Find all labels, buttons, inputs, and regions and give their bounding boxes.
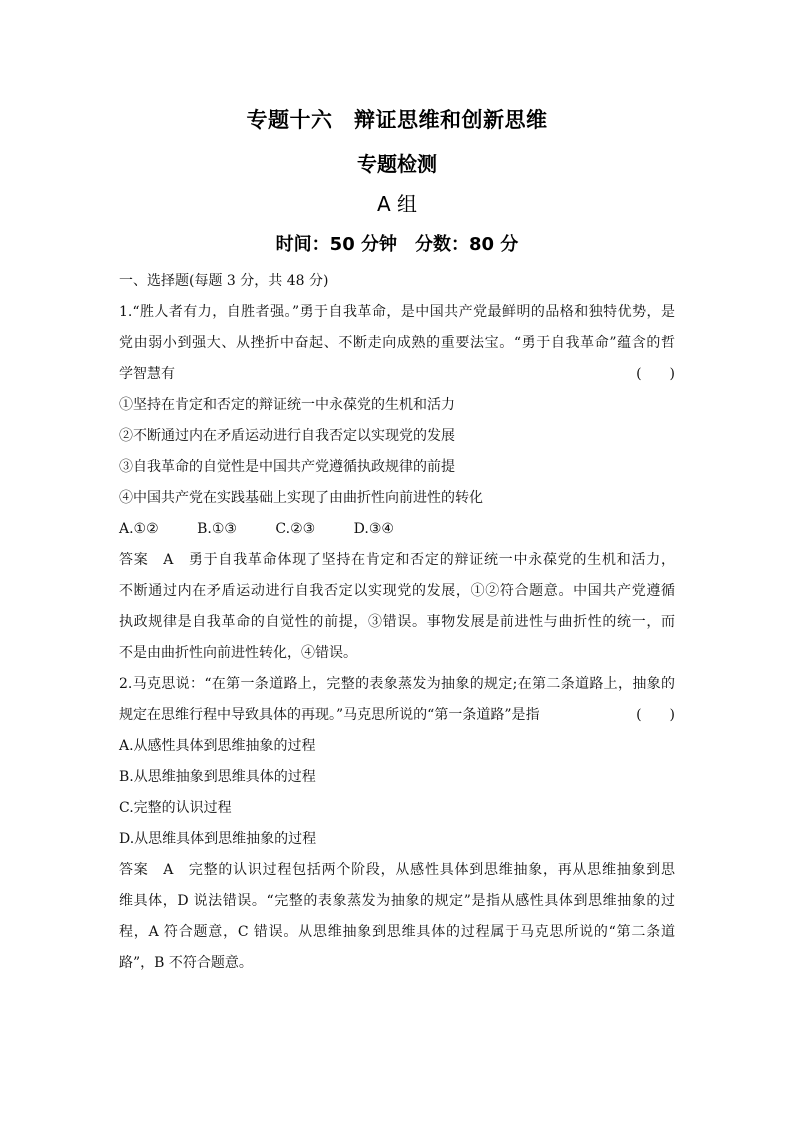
time-score: 时间：50 分钟 分数：80 分 — [275, 234, 519, 255]
q1-option-c: C.②③ — [275, 521, 316, 537]
q1-item: ②不断通过内在矛盾运动进行自我否定以实现党的发展 — [119, 428, 455, 444]
q2-option-b: B.从思维抽象到思维具体的过程 — [119, 769, 316, 785]
q2-answer-line: 维具体，D 说法错误。“完整的表象蒸发为抽象的规定”是指从感性具体到思维抽象的过 — [119, 893, 675, 909]
q2-stem-line: 规定在思维行程中导致具体的再现。”马克思所说的“第一条道路”是指 — [119, 707, 540, 723]
section-heading: 一、选择题(每题 3 分，共 48 分) — [119, 273, 329, 289]
q1-options — [119, 514, 675, 545]
q1-stem-last-row — [119, 359, 675, 390]
q2-option-d: D.从思维具体到思维抽象的过程 — [119, 831, 317, 847]
q2-answer-line: 程，A 符合题意，C 错误。从思维抽象到思维具体的过程属于马克思所说的“第二条道 — [119, 924, 675, 940]
q2-option-a: A.从感性具体到思维抽象的过程 — [119, 738, 316, 754]
q2-stem-last-row — [119, 700, 675, 731]
q2-answer-line: 路”，B 不符合题意。 — [119, 955, 253, 971]
q1-answer-line: 执政规律是自我革命的自觉性的前提，③错误。事物发展是前进性与曲折性的统一，而 — [119, 614, 675, 630]
page-subtitle: 专题检测 — [357, 152, 437, 176]
q1-answer-line: 不是由曲折性向前进性转化，④错误。 — [119, 645, 357, 661]
q1-answer-bracket: ( ) — [636, 366, 675, 382]
q2-option-c: C.完整的认识过程 — [119, 800, 232, 816]
group-label: A 组 — [376, 192, 418, 216]
q1-stem-line: 学智慧有 — [119, 366, 175, 382]
q1-item: ④中国共产党在实践基础上实现了由曲折性向前进性的转化 — [119, 490, 483, 506]
q1-item: ③自我革命的自觉性是中国共产党遵循执政规律的前提 — [119, 459, 455, 475]
q1-option-d: D.③④ — [353, 521, 394, 537]
q1-option-a: A.①② — [119, 521, 159, 537]
q1-item: ①坚持在肯定和否定的辩证统一中永葆党的生机和活力 — [119, 397, 455, 413]
q1-stem-line: 1.“胜人者有力，自胜者强。”勇于自我革命，是中国共产党最鲜明的品格和独特优势，是 — [119, 304, 675, 320]
q1-answer-line: 答案 A 勇于自我革命体现了坚持在肯定和否定的辩证统一中永葆党的生机和活力， — [119, 552, 675, 568]
q1-option-b: B.①③ — [197, 521, 237, 537]
q2-answer-bracket: ( ) — [636, 707, 675, 723]
q2-answer-line: 答案 A 完整的认识过程包括两个阶段，从感性具体到思维抽象，再从思维抽象到思 — [119, 862, 675, 878]
question-body — [119, 266, 675, 979]
q1-stem-line: 党由弱小到强大、从挫折中奋起、不断走向成熟的重要法宝。“勇于自我革命”蕴含的哲 — [119, 335, 675, 351]
page-title: 专题十六 辩证思维和创新思维 — [246, 108, 548, 132]
q1-answer-line: 不断通过内在矛盾运动进行自我否定以实现党的发展，①②符合题意。中国共产党遵循 — [119, 583, 675, 599]
q2-stem-line: 2.马克思说：“在第一条道路上，完整的表象蒸发为抽象的规定;在第二条道路上，抽象的 — [119, 676, 675, 692]
